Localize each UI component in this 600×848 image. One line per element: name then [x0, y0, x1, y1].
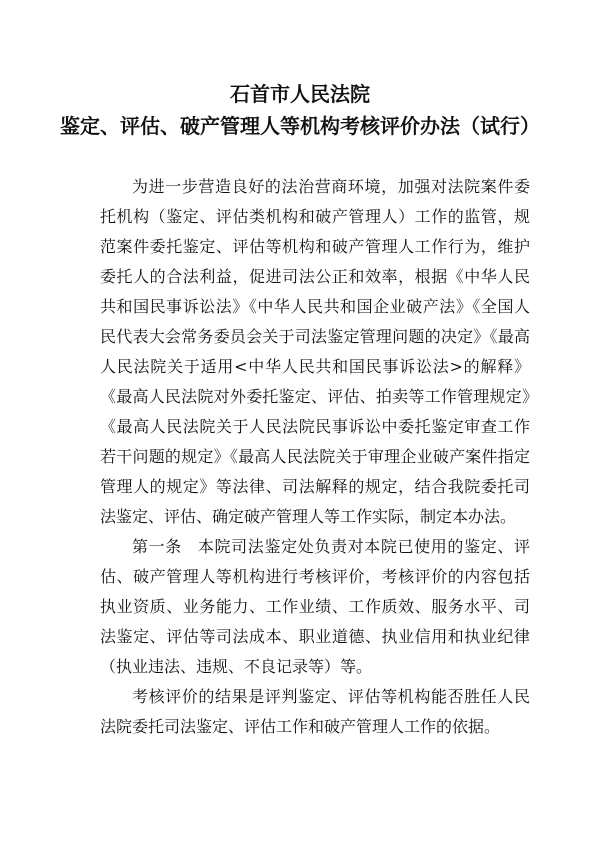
article-one-label: 第一条: [132, 537, 182, 556]
evaluation-result-paragraph: [100, 682, 530, 742]
preamble-paragraph: [100, 172, 530, 532]
court-name-title: 石首市人民法院: [230, 82, 370, 106]
article-one-paragraph: [100, 532, 530, 682]
document-title: 鉴定、评估、破产管理人等机构考核评价办法（试行）: [60, 114, 540, 138]
evaluation-result-text: 考核评价的结果是评判鉴定、评估等机构能否胜任人民法院委托司法鉴定、评估工作和破产管理人工作的依据。: [100, 687, 530, 736]
document-title-block: [0, 78, 600, 142]
document-body: [100, 172, 530, 742]
preamble-text: 为进一步营造良好的法治营商环境，加强对法院案件委托机构（鉴定、评估类机构和破产管理人）工作的监管，规范案件委托鉴定、评估等机构和破产管理人工作行为，维护委托人的合法利益，促进司法公正和效率，根据《中华人民共和国民事诉讼法》《中华人民共和国企业破产法》《全国人民代表大会常务委员会关于司法鉴定管理问题的决定》《最高人民法院关于适用<中华人民共和国民事诉讼法>的解释》《最高人民法院对外委托鉴定、评估、拍卖等工作管理规定》《最高人民法院关于人民法院民事诉讼中委托鉴定审查工作若干问题的规定》《最高人民法院关于审理企业破产案件指定管理人的规定》等法律、司法解释的规定，结合我院委托司法鉴定、评估、确定破产管理人等工作实际，制定本办法。: [100, 177, 530, 526]
article-one-text: 本院司法鉴定处负责对本院已使用的鉴定、评估、破产管理人等机构进行考核评价，考核评价的内容包括执业资质、业务能力、工作业绩、工作质效、服务水平、司法鉴定、评估等司法成本、职业道德、执业信用和执业纪律（执业违法、违规、不良记录等）等。: [100, 537, 530, 676]
